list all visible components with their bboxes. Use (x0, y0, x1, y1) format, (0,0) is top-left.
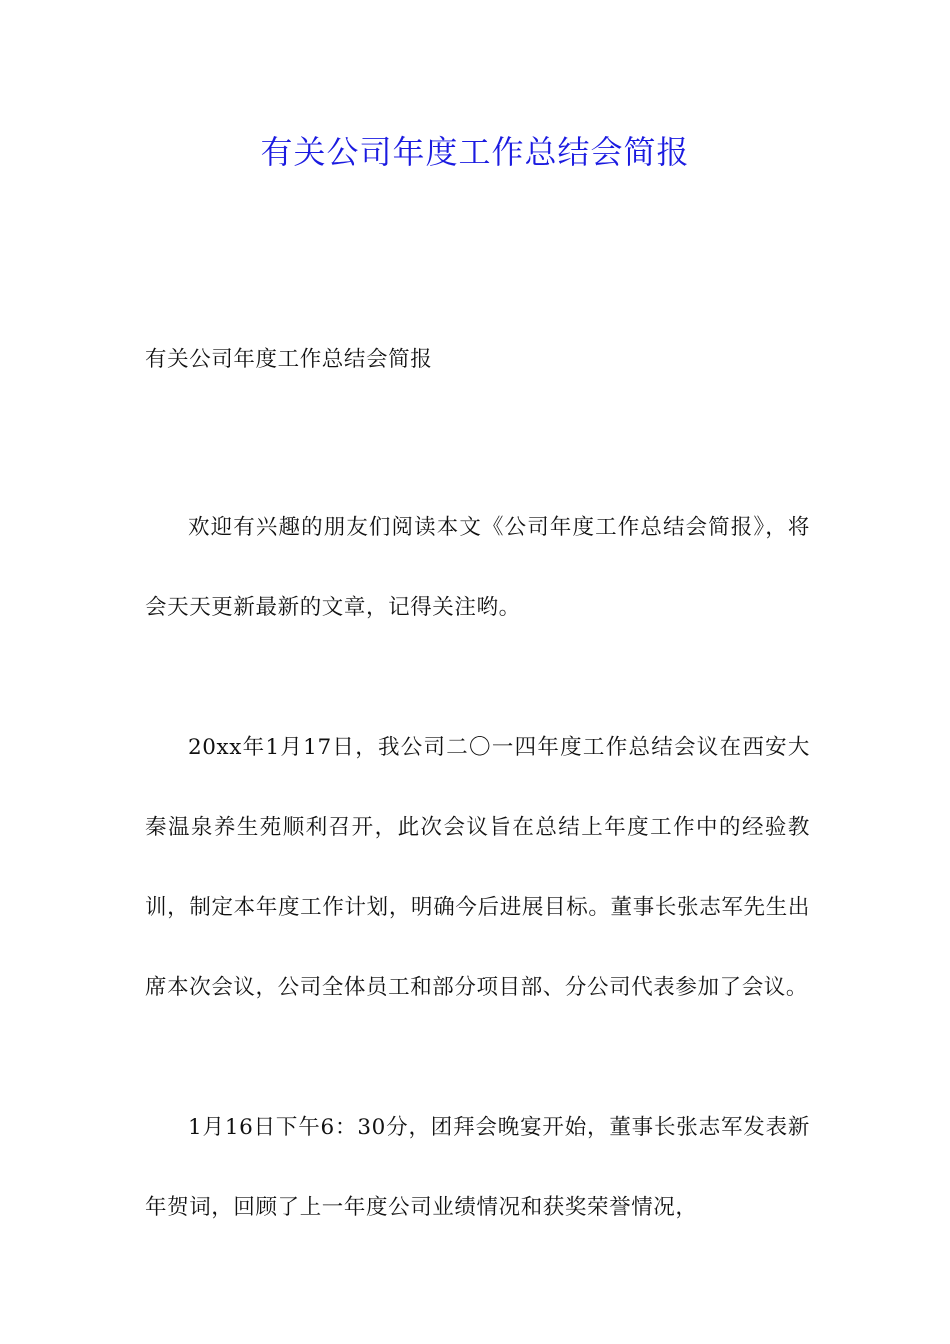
paragraph-intro: 欢迎有兴趣的朋友们阅读本文《公司年度工作总结会简报》，将会天天更新最新的文章，记得关注哟。 (145, 515, 810, 620)
document-title: 有关公司年度工作总结会简报 (260, 133, 690, 171)
paragraph-meeting: 20xx年1月17日，我公司二〇一四年度工作总结会议在西安大秦温泉养生苑顺利召开，此次会议旨在总结上年度工作中的经验教训，制定本年度工作计划，明确今后进展目标。董事长张志军先生出席本次会议，公司全体员工和部分项目部、分公司代表参加了会议。 (145, 735, 810, 1000)
document-subtitle: 有关公司年度工作总结会简报 (145, 347, 433, 372)
paragraph-banquet: 1月16日下午6：30分，团拜会晚宴开始，董事长张志军发表新年贺词，回顾了上一年度公司业绩情况和获奖荣誉情况， (145, 1115, 810, 1220)
